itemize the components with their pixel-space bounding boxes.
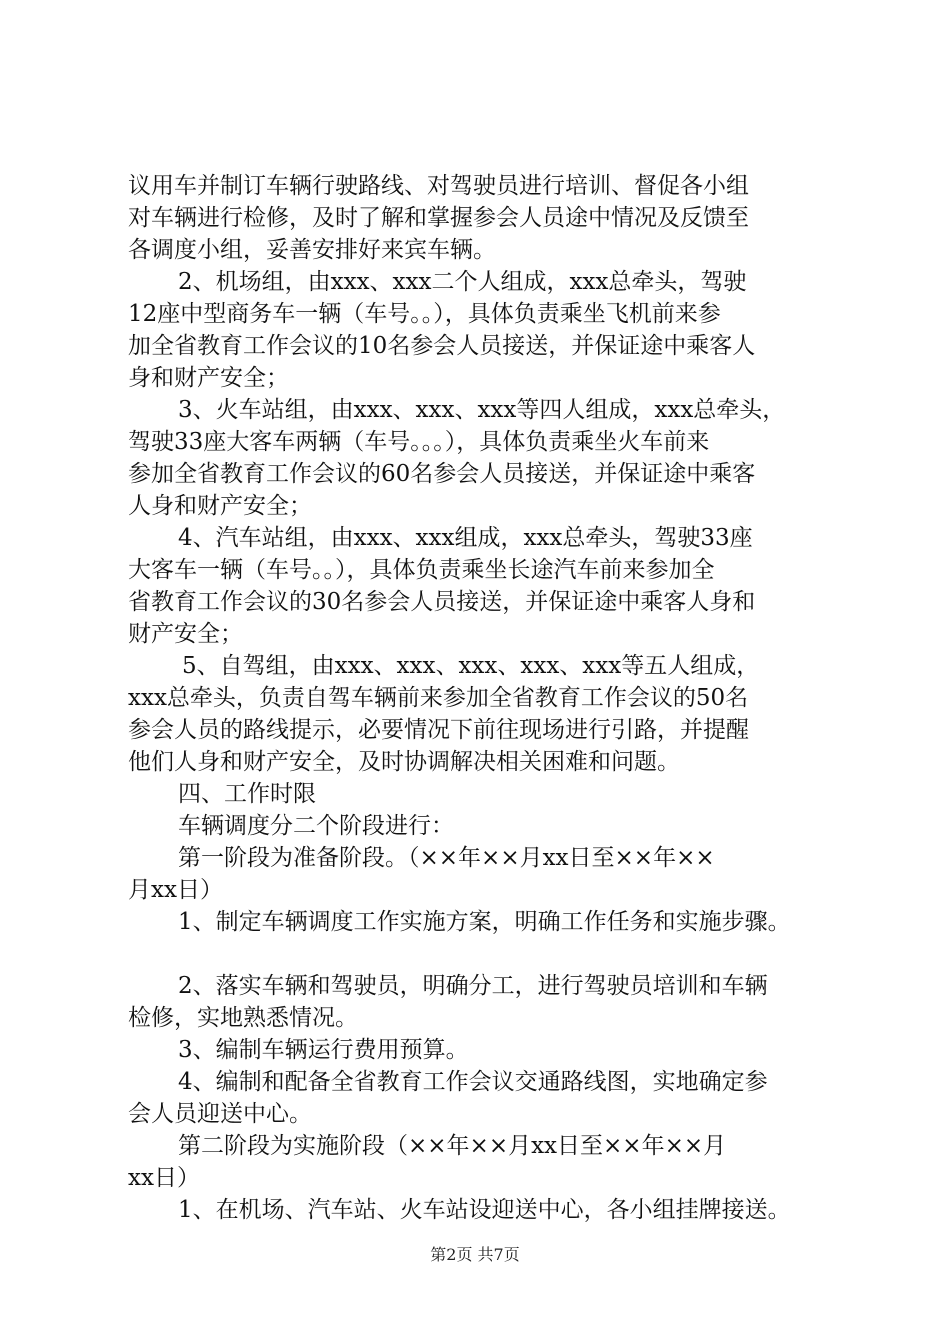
text-line: 5、自驾组，由xxx、xxx、xxx、xxx、xxx等五人组成， [182,653,760,679]
paragraph-gap [128,938,848,970]
text-line: 各调度小组，妥善安排好来宾车辆。 [128,237,496,263]
text-line: 12座中型商务车一辆（车号。。），具体负责乘坐飞机前来参 [128,301,721,327]
text-line: 2、落实车辆和驾驶员，明确分工，进行驾驶员培训和车辆 [178,973,768,999]
text-line: 大客车一辆（车号。。），具体负责乘坐长途汽车前来参加全 [128,557,715,583]
text-line: 3、编制车辆运行费用预算。 [178,1037,469,1063]
text-line: 1、在机场、汽车站、火车站设迎送中心，各小组挂牌接送。 [178,1197,791,1223]
text-line: 4、编制和配备全省教育工作会议交通路线图，实地确定参 [178,1069,768,1095]
text-line: xx日） [128,1165,200,1191]
text-line: 身和财产安全； [128,365,289,391]
text-line: 4、汽车站组，由xxx、xxx组成，xxx总牵头，驾驶33座 [178,525,753,551]
page-footer: 第2页 共7页 [430,1245,520,1264]
text-line: 会人员迎送中心。 [128,1101,312,1127]
text-line: 检修，实地熟悉情况。 [128,1005,358,1031]
text-line: 驾驶33座大客车两辆（车号。。。），具体负责乘坐火车前来 [128,429,710,455]
text-line: 2、机场组，由xxx、xxx二个人组成，xxx总牵头，驾驶 [178,269,747,295]
text-line: 省教育工作会议的30名参会人员接送，并保证途中乘客人身和 [128,589,756,615]
text-line: 1、制定车辆调度工作实施方案，明确工作任务和实施步骤。 [178,909,791,935]
text-line: 月xx日） [128,877,223,903]
text-line: 他们人身和财产安全，及时协调解决相关困难和问题。 [128,749,680,775]
text-line: 车辆调度分二个阶段进行： [178,813,454,839]
text-line: 加全省教育工作会议的10名参会人员接送，并保证途中乘客人 [128,333,756,359]
text-line: 议用车并制订车辆行驶路线、对驾驶员进行培训、督促各小组 [128,173,749,199]
text-line: 人身和财产安全； [128,493,312,519]
text-line: 参加全省教育工作会议的60名参会人员接送，并保证途中乘客 [128,461,756,487]
text-line: 对车辆进行检修，及时了解和掌握参会人员途中情况及反馈至 [128,205,749,231]
text-line: xxx总牵头，负责自驾车辆前来参加全省教育工作会议的50名 [128,685,749,711]
section-heading: 四、工作时限 [178,781,316,807]
text-line: 第一阶段为准备阶段。（××年××月xx日至××年×× [178,845,715,871]
text-line: 第二阶段为实施阶段（××年××月xx日至××年××月 [178,1133,727,1159]
text-line: 财产安全； [128,621,243,647]
text-line: 3、火车站组，由xxx、xxx、xxx等四人组成，xxx总牵头， [178,397,786,423]
body-text [128,170,848,1226]
text-line: 参会人员的路线提示，必要情况下前往现场进行引路，并提醒 [128,717,749,743]
